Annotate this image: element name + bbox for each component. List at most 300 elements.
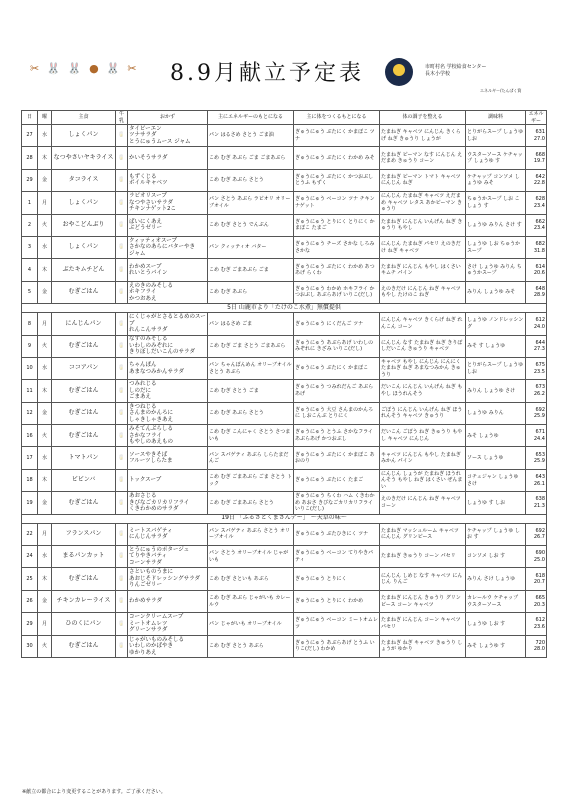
col-weekday: 曜: [38, 111, 52, 125]
day-cell: 17: [22, 447, 38, 469]
nutrition-note: エネルギー/たんぱく質: [480, 88, 522, 93]
milk-icon: 🥛: [116, 147, 128, 169]
menu-body: [22, 125, 547, 658]
dish-item: ボイルキャベツ: [129, 180, 168, 187]
seasoning-cell: ケチャップ コンソメ しょうゆ みそ: [466, 169, 526, 191]
day-cell: 12: [22, 402, 38, 424]
dish-item: ぶどうゼリー: [129, 225, 163, 232]
col-seasoning: 調味料: [466, 111, 526, 125]
condition-ingredients: にんじん しめじ なす キャベツ にんじん りんご: [380, 568, 466, 590]
dish-item: フルーツしらたま: [129, 458, 173, 465]
menu-row: [22, 590, 547, 612]
seasoning-cell: しょうゆ みりん さけ す: [466, 214, 526, 236]
day-cell: 22: [22, 523, 38, 545]
day-cell: 24: [22, 546, 38, 568]
seasoning-cell: みりん しょうゆ さけ: [466, 380, 526, 402]
dish-item: つみれじる: [129, 381, 157, 388]
weekday-cell: 火: [38, 214, 52, 236]
nutrition-cell: [526, 568, 547, 590]
energy-kcal: 662: [535, 218, 545, 225]
body-ingredients: ぎゅうにゅう あぶらあげ いわしのみぞれに きざみ いりこ(だし): [294, 335, 380, 357]
weekday-cell: 火: [38, 635, 52, 657]
body-ingredients: ぎゅうにゅう とうふ さかなフライ あぶらあげ かつおぶし: [294, 425, 380, 447]
dishes-cell: [128, 214, 208, 236]
menu-row: [22, 259, 547, 281]
body-ingredients: ぎゅうにゅう ベーコン ツナ チキンナゲット: [294, 192, 380, 214]
protein-g: 26.1: [533, 480, 545, 487]
dish-item: にくじゃがとさるとるめのスープ: [129, 314, 206, 327]
protein-g: 19.7: [533, 158, 545, 165]
header-row: [22, 111, 547, 125]
milk-icon: 🥛: [116, 492, 128, 514]
energy-ingredients: こめ むぎ ごま さとう ごまあぶら: [208, 335, 294, 357]
condition-ingredients: たまねぎ にんじん きゅうり グリンピース コーン キャベツ: [380, 590, 466, 612]
col-dishes: おかず: [128, 111, 208, 125]
dish-item: ミートオムレツ: [129, 620, 168, 627]
day-cell: 28: [22, 147, 38, 169]
dish-item: ツナサラダ: [129, 132, 157, 139]
energy-ingredients: パン クィッティオ バター: [208, 236, 294, 258]
condition-ingredients: にんじん キャベツ きくらげ ねぎ れんこん コーン: [380, 313, 466, 335]
staple-cell: ビビンバ: [52, 469, 116, 491]
day-cell: 5: [22, 281, 38, 303]
dish-item: コーンクリームスープ: [129, 614, 184, 621]
menu-row: [22, 281, 547, 303]
milk-icon: 🥛: [116, 613, 128, 635]
protein-g: 28.9: [533, 292, 545, 299]
seasoning-cell: しょうゆ みりん: [466, 402, 526, 424]
col-nutrition: エネルギー: [526, 111, 547, 125]
dishes-cell: [128, 568, 208, 590]
body-ingredients: ぎゅうにゅう ぶたにく かつおぶし とうふ もずく: [294, 169, 380, 191]
energy-ingredients: こめ むぎ あぶら じゃがいも カレールウ: [208, 590, 294, 612]
energy-ingredients: こめ むぎ あぶら ごま ごまあぶら: [208, 147, 294, 169]
dish-item: かつおあえ: [129, 295, 157, 302]
energy-ingredients: パン はるさめ ごま: [208, 313, 294, 335]
nutrition-cell: [526, 380, 547, 402]
dish-item: クィッティオスープ: [129, 237, 178, 244]
milk-icon: 🥛: [116, 425, 128, 447]
weekday-cell: 木: [38, 469, 52, 491]
milk-icon: 🥛: [116, 335, 128, 357]
condition-ingredients: たまねぎ ピーマン なす にんじん えだまめ きゅうり コーン: [380, 147, 466, 169]
protein-g: 26.2: [533, 390, 545, 397]
event-banner: 19日 「ふるさとくまさんデー」 ～天草の味～: [22, 514, 547, 523]
body-ingredients: ぎゅうにゅう あぶらあげ とうふ いりこ(だし) わかめ: [294, 635, 380, 657]
dish-item: さかなのあらにバターやき: [129, 244, 196, 251]
menu-row: [22, 236, 547, 258]
dish-item: ちゃんぽん: [129, 362, 157, 369]
weekday-cell: 木: [38, 568, 52, 590]
energy-ingredients: パン はるさめ さとう ごま油: [208, 125, 294, 147]
dish-item: ジャム: [129, 250, 146, 257]
staple-cell: むぎごはん: [52, 425, 116, 447]
weekday-cell: 金: [38, 402, 52, 424]
dish-item: しのだに: [129, 387, 152, 394]
dishes-cell: [128, 125, 208, 147]
nutrition-cell: [526, 425, 547, 447]
energy-kcal: 628: [535, 196, 545, 203]
energy-kcal: 671: [535, 429, 545, 436]
energy-kcal: 665: [535, 595, 545, 601]
dishes-cell: [128, 169, 208, 191]
weekday-cell: 月: [38, 192, 52, 214]
body-ingredients: ぎゅうにゅう ぶたにく わかめ あつあげ らくわ: [294, 259, 380, 281]
protein-g: 23.4: [533, 202, 545, 209]
condition-ingredients: たまねぎ にんじん いんげん ねぎ きゅうり もやし: [380, 214, 466, 236]
day-cell: 18: [22, 469, 38, 491]
menu-row: [22, 214, 547, 236]
weekday-cell: 水: [38, 125, 52, 147]
energy-ingredients: パン ちゃんぽんめん オリーブオイル さとう あぶら: [208, 357, 294, 379]
day-cell: 29: [22, 613, 38, 635]
protein-g: 24.4: [533, 435, 545, 442]
dish-item: じゃがいものみそしる: [129, 636, 185, 643]
nutrition-cell: [526, 236, 547, 258]
org-line-2: 長木小学校: [425, 71, 451, 77]
nutrition-cell: [526, 259, 547, 281]
day-cell: 10: [22, 357, 38, 379]
header: [0, 0, 565, 110]
weekday-cell: 木: [38, 259, 52, 281]
seasoning-cell: コチュジャン しょうゆ さけ: [466, 469, 526, 491]
day-cell: 3: [22, 236, 38, 258]
dish-item: タイピーエン: [129, 125, 162, 132]
day-cell: 1: [22, 192, 38, 214]
weekday-cell: 金: [38, 169, 52, 191]
dishes-cell: [128, 523, 208, 545]
dish-item: くきわかめのサラダ: [129, 506, 179, 513]
staple-cell: むぎごはん: [52, 335, 116, 357]
dishes-cell: [128, 192, 208, 214]
menu-row: [22, 169, 547, 191]
day-cell: 9: [22, 335, 38, 357]
dish-item: かいそうサラダ: [129, 154, 168, 161]
event-banner-row: [22, 304, 547, 313]
menu-row: [22, 492, 547, 514]
energy-kcal: 643: [535, 474, 545, 481]
weekday-cell: 木: [38, 380, 52, 402]
dish-item: ラビオリスープ: [129, 193, 167, 200]
energy-ingredients: こめ むぎ こんにゃく さとう さつまいも: [208, 425, 294, 447]
body-ingredients: ぎゅうにゅう ちくわ ハム くきわかめ あおさ きびなごカリカリフライ いりこ(だし): [294, 492, 380, 514]
staple-cell: しょくパン: [52, 236, 116, 258]
condition-ingredients: たまねぎ マッシュルーム キャベツ にんじん グリンピース: [380, 523, 466, 545]
body-ingredients: ぎゅうにゅう ぶたにく かまぼこ ツナ: [294, 125, 380, 147]
body-ingredients: ぎゅうにゅう チーズ さかな しろみさかな: [294, 236, 380, 258]
energy-kcal: 642: [535, 173, 545, 180]
dishes-cell: [128, 469, 208, 491]
dish-item: ミートスパゲティ: [129, 527, 173, 534]
milk-icon: 🥛: [116, 590, 128, 612]
menu-row: [22, 147, 547, 169]
dish-item: なつやさいサラダ: [129, 199, 173, 206]
nutrition-cell: [526, 523, 547, 545]
dish-item: なすのみそしる: [129, 336, 168, 343]
energy-kcal: 692: [535, 406, 545, 413]
energy-kcal: 673: [535, 384, 545, 391]
protein-g: 25.0: [533, 556, 545, 563]
dishes-cell: [128, 236, 208, 258]
event-banner: 5日 山鹿市より「たけのこ水煮」無償提供: [22, 304, 547, 313]
condition-ingredients: にんじん しょうが たまねぎ ほうれんそう もやし ねぎ はくさい ぜんまい: [380, 469, 466, 491]
condition-ingredients: にんじん なす たまねぎ ねぎ きりぼしだいこん きゅうり キャベツ: [380, 335, 466, 357]
milk-icon: 🥛: [116, 214, 128, 236]
nutrition-cell: [526, 447, 547, 469]
day-cell: 29: [22, 169, 38, 191]
energy-kcal: 682: [535, 241, 545, 248]
dishes-cell: [128, 335, 208, 357]
dish-item: さかなフライ: [129, 432, 162, 439]
energy-ingredients: こめ むぎ さとう ごま: [208, 380, 294, 402]
condition-ingredients: ごぼう にんじん いんげん ねぎ ほうれんそう キャベツ きゅうり: [380, 402, 466, 424]
staple-cell: ぶたキムチどん: [52, 259, 116, 281]
protein-g: 23.6: [533, 623, 545, 630]
seasoning-cell: とりがらスープ しょうゆ しお: [466, 125, 526, 147]
nutrition-cell: [526, 590, 547, 612]
staple-cell: まるパンカット: [52, 546, 116, 568]
dishes-cell: [128, 546, 208, 568]
moon-icon: [385, 58, 413, 86]
dish-item: グリーンサラダ: [129, 627, 168, 634]
staple-cell: むぎごはん: [52, 492, 116, 514]
dish-item: チキンナゲット2こ: [129, 206, 177, 213]
seasoning-cell: コンソメ しお す: [466, 546, 526, 568]
org-line-1: 市町村名 学校給食センター: [425, 64, 487, 70]
dish-item: れいとうパイン: [129, 270, 168, 277]
dishes-cell: [128, 281, 208, 303]
energy-ingredients: こめ むぎ さといも あぶら: [208, 568, 294, 590]
energy-ingredients: こめ むぎ さとう あぶら: [208, 635, 294, 657]
organization: [425, 64, 486, 78]
protein-g: 20.7: [533, 579, 545, 586]
day-cell: 25: [22, 568, 38, 590]
protein-g: 22.8: [533, 180, 545, 187]
event-banner-row: [22, 514, 547, 523]
protein-g: 23.4: [533, 225, 545, 232]
body-ingredients: ぎゅうにゅう 大豆 さんまのかんろに しおこんぶ とりにく: [294, 402, 380, 424]
milk-icon: 🥛: [116, 469, 128, 491]
body-ingredients: ぎゅうにゅう わかめ ホキフライ かつおぶし あぶらあげ いりこ(だし): [294, 281, 380, 303]
col-milk: 牛乳: [116, 111, 128, 125]
milk-icon: 🥛: [116, 236, 128, 258]
seasoning-cell: しょうゆ しお ちゅうかスープ: [466, 236, 526, 258]
menu-row: [22, 335, 547, 357]
day-cell: 11: [22, 380, 38, 402]
milk-icon: 🥛: [116, 281, 128, 303]
protein-g: 20.6: [533, 270, 545, 277]
milk-icon: 🥛: [116, 259, 128, 281]
body-ingredients: ぎゅうにゅう ぶたにく かまぼこ: [294, 357, 380, 379]
page-title: 8.9月献立予定表: [170, 61, 364, 86]
protein-g: 21.3: [533, 502, 545, 509]
milk-icon: 🥛: [116, 125, 128, 147]
seasoning-cell: しょうゆ す しお: [466, 492, 526, 514]
dish-item: さといものうまに: [129, 569, 174, 576]
body-ingredients: ぎゅうにゅう ぶたにく わかめ みそ: [294, 147, 380, 169]
menu-row: [22, 613, 547, 635]
energy-kcal: 653: [535, 451, 545, 458]
dish-item: もやしのあえもの: [129, 439, 174, 446]
weekday-cell: 月: [38, 313, 52, 335]
dishes-cell: [128, 425, 208, 447]
staple-cell: むぎごはん: [52, 281, 116, 303]
condition-ingredients: にんじん たまねぎ パセリ えのきだけ ねぎ キャベツ: [380, 236, 466, 258]
energy-ingredients: パン さとう あぶら ラビオリ オリーブオイル: [208, 192, 294, 214]
weekday-cell: 月: [38, 523, 52, 545]
dishes-cell: [128, 613, 208, 635]
dish-item: ごまあえ: [129, 394, 152, 401]
energy-kcal: 612: [535, 617, 545, 624]
seasoning-cell: とりがらスープ しょうゆ しお: [466, 357, 526, 379]
nutrition-cell: [526, 125, 547, 147]
energy-kcal: 612: [535, 317, 545, 324]
seasoning-cell: みそ す しょうゆ: [466, 335, 526, 357]
energy-ingredients: パン じゃがいも オリーブオイル: [208, 613, 294, 635]
dish-item: さんまのかんろに: [129, 410, 174, 417]
energy-kcal: 644: [535, 339, 545, 346]
energy-ingredients: パン さとう オリーブオイル じゃがいも: [208, 546, 294, 568]
seasoning-cell: ソース しょうゆ: [466, 447, 526, 469]
milk-icon: 🥛: [116, 313, 128, 335]
milk-icon: 🥛: [116, 568, 128, 590]
body-ingredients: ぎゅうにゅう ベーコン ミートオムレツ: [294, 613, 380, 635]
energy-ingredients: パン スパゲティ あぶら しらたまだんご: [208, 447, 294, 469]
energy-kcal: 675: [535, 362, 545, 369]
milk-icon: 🥛: [116, 447, 128, 469]
dish-item: トックスープ: [129, 477, 162, 484]
energy-ingredients: こめ むぎ あぶら さとう: [208, 402, 294, 424]
dish-item: ゆかりあえ: [129, 649, 157, 656]
milk-icon: 🥛: [116, 380, 128, 402]
decoration-icons: ✂ 🐰 🐰 ● 🐰 ✂: [30, 62, 139, 75]
dish-item: ソースやきそば: [129, 451, 168, 458]
dish-item: わかめサラダ: [129, 598, 162, 605]
dish-item: きりぼしだいこんのサラダ: [129, 349, 195, 356]
energy-kcal: 692: [535, 527, 545, 534]
staple-cell: むぎごはん: [52, 568, 116, 590]
dish-item: あまなつみかんサラダ: [129, 368, 184, 375]
day-cell: 27: [22, 125, 38, 147]
weekday-cell: 金: [38, 590, 52, 612]
energy-ingredients: こめ むぎ ごまあぶら ごま: [208, 259, 294, 281]
energy-kcal: 614: [535, 263, 545, 270]
dishes-cell: [128, 635, 208, 657]
milk-icon: 🥛: [116, 169, 128, 191]
protein-g: 31.8: [533, 247, 545, 254]
body-ingredients: ぎゅうにゅう とりにく とりにく かまぼこ たまご: [294, 214, 380, 236]
condition-ingredients: だいこん ごぼう ねぎ きゅうり もやし キャベツ にんじん: [380, 425, 466, 447]
dish-item: コーンサラダ: [129, 559, 162, 566]
weekday-cell: 水: [38, 357, 52, 379]
condition-ingredients: にんじん たまねぎ キャベツ えだまめ キャベツ レタス あかピーマン きゅうり: [380, 192, 466, 214]
nutrition-cell: [526, 402, 547, 424]
dishes-cell: [128, 492, 208, 514]
condition-ingredients: たまねぎ にんじん コーン キャベツ パセリ: [380, 613, 466, 635]
energy-kcal: 690: [535, 550, 545, 557]
dish-item: てりやきパティ: [129, 553, 168, 560]
weekday-cell: 水: [38, 447, 52, 469]
dishes-cell: [128, 313, 208, 335]
dishes-cell: [128, 147, 208, 169]
staple-cell: トマトパン: [52, 447, 116, 469]
menu-row: [22, 469, 547, 491]
protein-g: 24.0: [533, 323, 545, 330]
weekday-cell: 水: [38, 546, 52, 568]
staple-cell: チキンカレーライス: [52, 590, 116, 612]
col-staple: 主食: [52, 111, 116, 125]
nutrition-cell: [526, 469, 547, 491]
day-cell: 4: [22, 259, 38, 281]
dish-item: もずくじる: [129, 173, 157, 180]
day-cell: 16: [22, 425, 38, 447]
seasoning-cell: みそ しょうゆ す: [466, 635, 526, 657]
dish-item: れんこんサラダ: [129, 327, 168, 334]
seasoning-cell: カレールウ ケチャップ ウスターソース: [466, 590, 526, 612]
dish-item: わかめスープ: [129, 263, 162, 270]
menu-table: [21, 110, 547, 658]
energy-ingredients: こめ むぎ ごまあぶら さとう: [208, 492, 294, 514]
nutrition-cell: [526, 281, 547, 303]
col-day: 日: [22, 111, 38, 125]
energy-kcal: 631: [535, 129, 545, 136]
body-ingredients: ぎゅうにゅう ぶたにく たまご: [294, 469, 380, 491]
menu-row: [22, 125, 547, 147]
condition-ingredients: たまねぎ にんじん もやし はくさいキムチ パイン: [380, 259, 466, 281]
protein-g: 27.3: [533, 346, 545, 353]
protein-g: 25.9: [533, 413, 545, 420]
dish-item: ホキフライ: [129, 289, 157, 296]
dish-item: あおさじる: [129, 493, 157, 500]
dish-item: しゃきしゃきあえ: [129, 416, 174, 423]
nutrition-cell: [526, 635, 547, 657]
menu-row: [22, 447, 547, 469]
menu-row: [22, 380, 547, 402]
body-ingredients: ぎゅうにゅう ぶたにく かまぼこ あおのり: [294, 447, 380, 469]
day-cell: 2: [22, 214, 38, 236]
protein-g: 28.0: [533, 646, 545, 653]
dish-item: ぱいにくあえ: [129, 218, 163, 225]
footer-note: ※献立の都合により変更することがあります。ご了承ください。: [22, 789, 166, 795]
menu-row: [22, 425, 547, 447]
body-ingredients: ぎゅうにゅう とりにく: [294, 568, 380, 590]
staple-cell: なつやさいヤキライス: [52, 147, 116, 169]
energy-kcal: 668: [535, 151, 545, 158]
seasoning-cell: ウスターソース ケチャップ しょうゆ す: [466, 147, 526, 169]
day-cell: 19: [22, 492, 38, 514]
col-condition: 体の調子を整える: [380, 111, 466, 125]
col-body: 主に体をつくるもとになる: [294, 111, 380, 125]
protein-g: 27.0: [533, 135, 545, 142]
menu-row: [22, 313, 547, 335]
energy-ingredients: こめ むぎ ごまあぶら ごま さとう トック: [208, 469, 294, 491]
milk-icon: 🥛: [116, 357, 128, 379]
milk-icon: 🥛: [116, 523, 128, 545]
col-energy: 主にエネルギーのもとになる: [208, 111, 294, 125]
dishes-cell: [128, 259, 208, 281]
dishes-cell: [128, 380, 208, 402]
milk-icon: 🥛: [116, 635, 128, 657]
condition-ingredients: たまねぎ ピーマン トマト キャベツ にんじん ねぎ: [380, 169, 466, 191]
condition-ingredients: たまねぎ キャベツ にんじん きくらげ ねぎ きゅうり しょうが: [380, 125, 466, 147]
dish-item: いわしのかばやき: [129, 643, 174, 650]
dish-item: にんじんサラダ: [129, 534, 168, 541]
weekday-cell: 木: [38, 147, 52, 169]
energy-ingredients: こめ むぎ さとう でんぷん: [208, 214, 294, 236]
menu-row: [22, 357, 547, 379]
milk-icon: 🥛: [116, 546, 128, 568]
milk-icon: 🥛: [116, 192, 128, 214]
